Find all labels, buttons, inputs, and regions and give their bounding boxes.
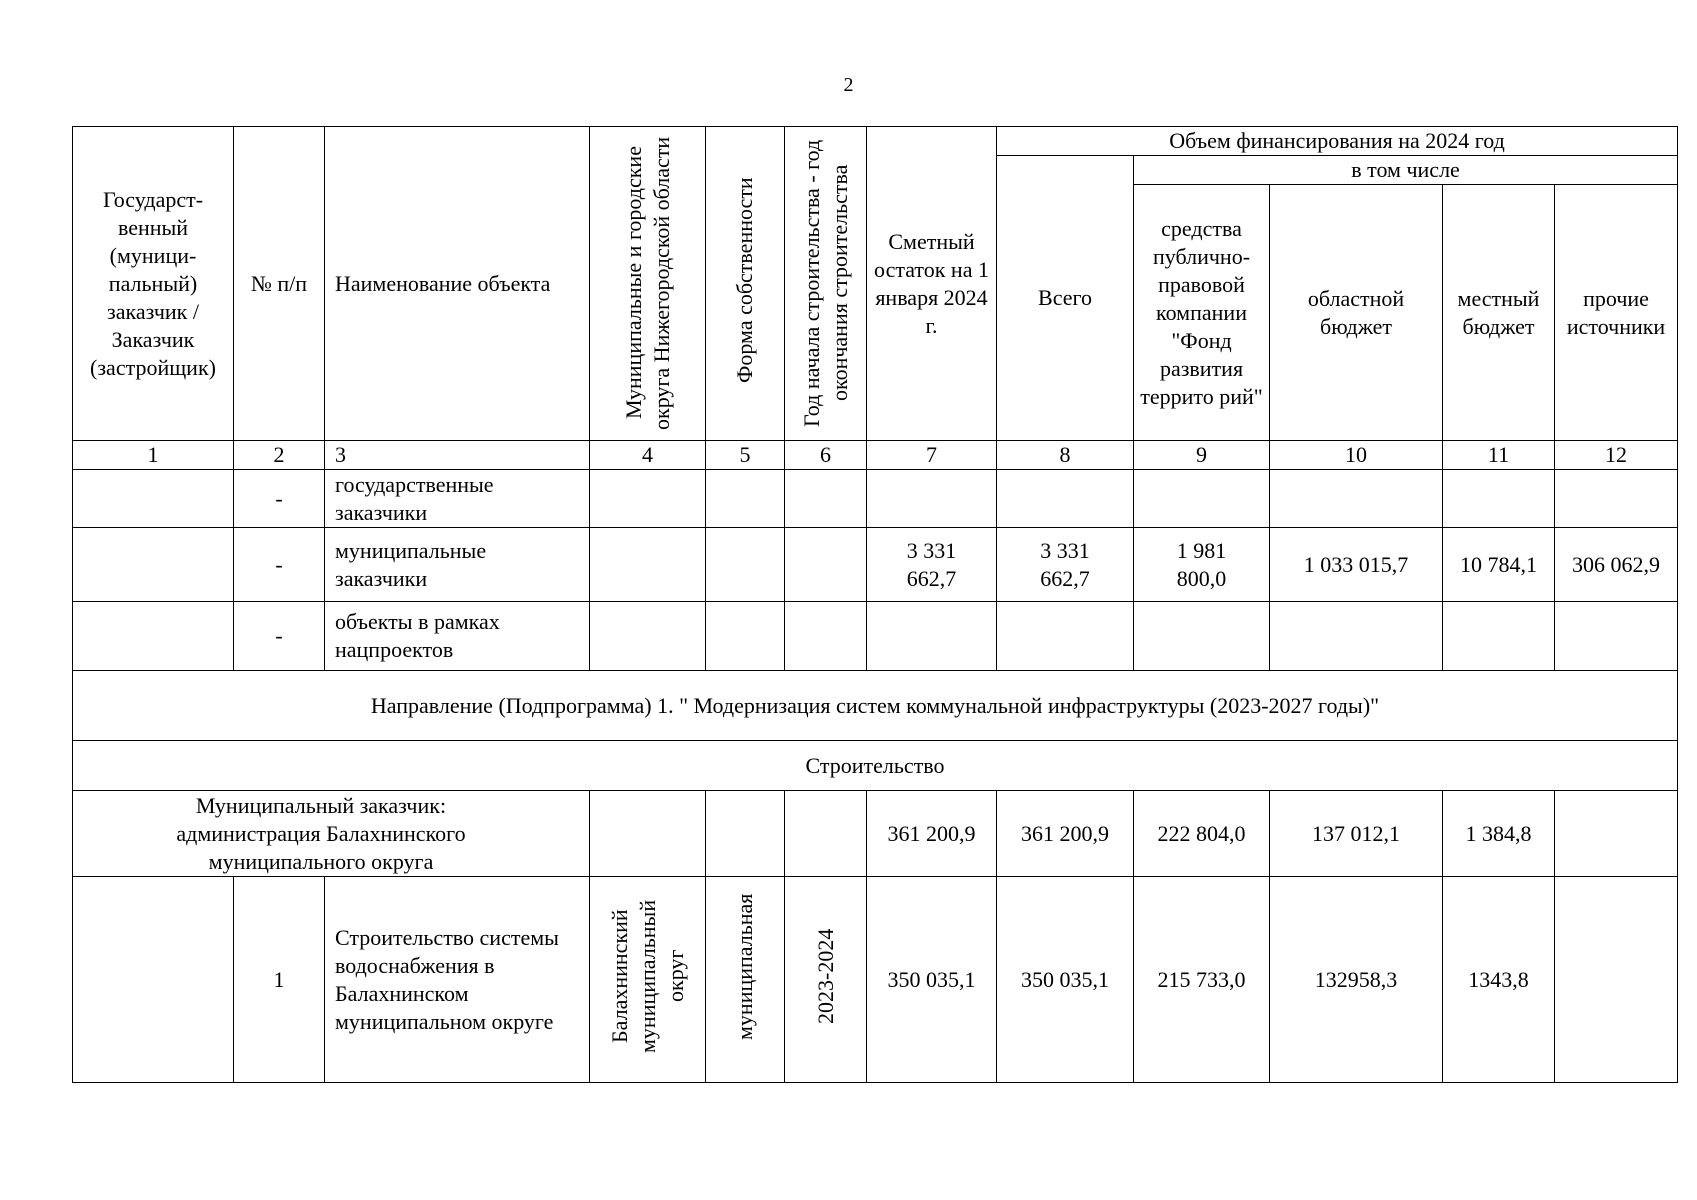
col-num: 6 (785, 441, 867, 470)
cell-customer (73, 602, 234, 671)
cell-regional (1270, 602, 1443, 671)
cell-ownership (706, 528, 785, 602)
cell-customer (73, 528, 234, 602)
cell-local: 1343,8 (1443, 877, 1555, 1083)
cell-num: - (234, 602, 325, 671)
header-total: Всего (997, 156, 1134, 441)
cell-fund: 1 981 800,0 (1134, 528, 1270, 602)
col-num: 8 (997, 441, 1134, 470)
cell-municipality (590, 528, 706, 602)
cell-remaining (867, 470, 997, 528)
header-customer: Государст-венный (муници-пальный) заказчик / Заказчик (застройщик) (73, 127, 234, 441)
header-fund: средства публично-правовой компании "Фонд развития террито рий" (1134, 185, 1270, 441)
page-number: 2 (843, 74, 854, 96)
cell-remaining: 361 200,9 (867, 791, 997, 877)
col-num: 9 (1134, 441, 1270, 470)
cell-num: - (234, 470, 325, 528)
cell-fund (1134, 470, 1270, 528)
section-row (73, 741, 1678, 791)
cell-years (785, 470, 867, 528)
col-num: 4 (590, 441, 706, 470)
cell-ownership (706, 470, 785, 528)
table-row (73, 528, 1678, 602)
cell-other (1555, 602, 1678, 671)
header-row-1 (73, 127, 1678, 156)
cell-customer (73, 470, 234, 528)
cell-years-text: 2023-2024 (812, 928, 838, 1024)
cell-municipality (590, 470, 706, 528)
col-num: 2 (234, 441, 325, 470)
cell-remaining (867, 602, 997, 671)
header-object-name: Наименование объекта (325, 127, 590, 441)
cell-ownership (706, 791, 785, 877)
header-years-text: Год начала строительства - год окончания строительства (798, 139, 852, 427)
customer-row (73, 791, 1678, 877)
cell-regional: 1 033 015,7 (1270, 528, 1443, 602)
cell-regional: 132958,3 (1270, 877, 1443, 1083)
cell-local (1443, 602, 1555, 671)
col-num: 11 (1443, 441, 1555, 470)
cell-total: 3 331 662,7 (997, 528, 1134, 602)
col-num: 5 (706, 441, 785, 470)
cell-name: государственные заказчики (325, 470, 590, 528)
col-num: 1 (73, 441, 234, 470)
header-municipality-text: Муниципальные и городские округа Нижегородской области (620, 136, 674, 430)
cell-other (1555, 791, 1678, 877)
header-ownership (706, 127, 785, 441)
col-num: 10 (1270, 441, 1443, 470)
cell-total: 361 200,9 (997, 791, 1134, 877)
cell-total (997, 602, 1134, 671)
cell-local (1443, 470, 1555, 528)
cell-num: 1 (234, 877, 325, 1083)
cell-municipality-text: Балахнинский муниципальный округ (606, 899, 688, 1053)
cell-fund: 222 804,0 (1134, 791, 1270, 877)
column-number-row (73, 441, 1678, 470)
header-regional-budget: областной бюджет (1270, 185, 1443, 441)
col-num: 12 (1555, 441, 1678, 470)
cell-years (785, 791, 867, 877)
cell-name: Строительство системы водоснабжения в Балахнинском муниципальном округе (325, 877, 590, 1083)
object-row (73, 877, 1678, 1083)
cell-other (1555, 877, 1678, 1083)
cell-local: 10 784,1 (1443, 528, 1555, 602)
header-funding-group: Объем финансирования на 2024 год (997, 127, 1678, 156)
cell-regional (1270, 470, 1443, 528)
cell-total (997, 470, 1134, 528)
cell-fund: 215 733,0 (1134, 877, 1270, 1083)
cell-customer (73, 877, 234, 1083)
cell-municipality (590, 877, 706, 1083)
cell-name: муниципальные заказчики (325, 528, 590, 602)
table-row (73, 602, 1678, 671)
cell-local: 1 384,8 (1443, 791, 1555, 877)
header-local-budget: местный бюджет (1443, 185, 1555, 441)
financing-table (72, 126, 1678, 1083)
cell-municipality (590, 602, 706, 671)
header-years (785, 127, 867, 441)
header-including: в том числе (1134, 156, 1678, 185)
cell-name: объекты в рамках нацпроектов (325, 602, 590, 671)
header-remaining: Сметный остаток на 1 января 2024 г. (867, 127, 997, 441)
cell-regional: 137 012,1 (1270, 791, 1443, 877)
cell-years (785, 877, 867, 1083)
direction-row (73, 671, 1678, 741)
cell-municipality (590, 791, 706, 877)
cell-years (785, 528, 867, 602)
col-num: 3 (325, 441, 590, 470)
header-ownership-text: Форма собственности (732, 177, 757, 383)
cell-remaining: 350 035,1 (867, 877, 997, 1083)
header-number: № п/п (234, 127, 325, 441)
cell-ownership (706, 877, 785, 1083)
cell-other (1555, 470, 1678, 528)
cell-years (785, 602, 867, 671)
header-other-sources: прочие источники (1555, 185, 1678, 441)
table-row (73, 470, 1678, 528)
col-num: 7 (867, 441, 997, 470)
cell-other: 306 062,9 (1555, 528, 1678, 602)
customer-label: Муниципальный заказчик: администрация Балахнинского муниципального округа (73, 791, 590, 877)
section-title: Строительство (73, 741, 1678, 791)
cell-ownership-text: муниципальная (732, 893, 757, 1041)
cell-ownership (706, 602, 785, 671)
cell-fund (1134, 602, 1270, 671)
cell-total: 350 035,1 (997, 877, 1134, 1083)
cell-remaining: 3 331 662,7 (867, 528, 997, 602)
header-municipality (590, 127, 706, 441)
direction-title: Направление (Подпрограмма) 1. " Модернизация систем коммунальной инфраструктуры (2023-2027 годы)" (73, 671, 1678, 741)
cell-num: - (234, 528, 325, 602)
